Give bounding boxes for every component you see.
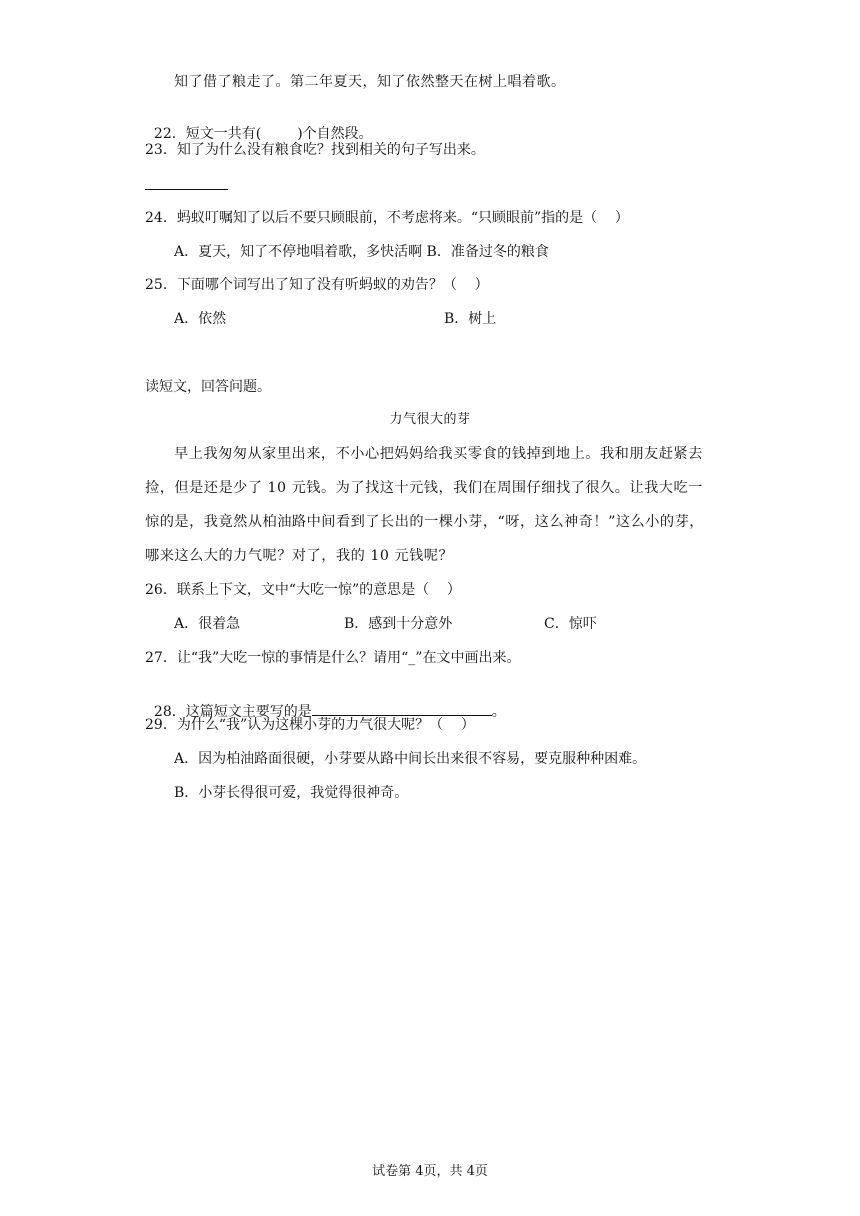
q23-answer-line[interactable] bbox=[145, 189, 228, 190]
passage2-title: 力气很大的芽 bbox=[389, 412, 471, 427]
section2-instruction: 读短文，回答问题。 bbox=[145, 379, 271, 395]
q25-option-b[interactable]: B．树上 bbox=[444, 311, 497, 327]
q26-option-a[interactable]: A．很着急 bbox=[174, 616, 241, 632]
q29-option-b[interactable]: B．小芽长得很可爱，我觉得很神奇。 bbox=[174, 785, 409, 801]
q22-suffix: )个自然段。 bbox=[297, 126, 373, 142]
page-footer: 试卷第 4页，共 4页 bbox=[372, 1164, 488, 1179]
passage1-tail: 知了借了粮走了。第二年夏天，知了依然整天在树上唱着歌。 bbox=[174, 74, 566, 90]
question-23: 23．知了为什么没有粮食吃？找到相关的句子写出来。 bbox=[145, 142, 485, 158]
q22-prefix: 22．短文一共有( bbox=[153, 126, 262, 142]
passage2-line-3: 惊的是，我竟然从柏油路中间看到了长出的一棵小芽，“呀，这么神奇！”这么小的芽， bbox=[145, 514, 704, 530]
question-27: 27．让“我”大吃一惊的事情是什么？请用“_”在文中画出来。 bbox=[145, 650, 521, 666]
passage2-line-1: 早上我匆匆从家里出来，不小心把妈妈给我买零食的钱掉到地上。我和朋友赶紧去 bbox=[174, 446, 703, 462]
passage2-line-2: 捡，但是还是少了 10 元钱。为了找这十元钱，我们在周围仔细找了很久。让我大吃一 bbox=[145, 480, 703, 496]
q28-answer-blank[interactable] bbox=[312, 701, 492, 716]
passage2-line-4: 哪来这么大的力气呢？对了，我的 10 元钱呢？ bbox=[145, 548, 454, 564]
question-26: 26．联系上下文，文中“大吃一惊”的意思是（ ） bbox=[145, 582, 461, 598]
q26-option-c[interactable]: C．惊吓 bbox=[544, 616, 597, 632]
q25-option-a[interactable]: A．依然 bbox=[174, 311, 227, 327]
q24-options[interactable]: A．夏天，知了不停地唱着歌，多快活啊 B．准备过冬的粮食 bbox=[174, 244, 549, 260]
q28-suffix: 。 bbox=[491, 704, 506, 720]
q26-option-b[interactable]: B．感到十分意外 bbox=[344, 616, 453, 632]
question-25: 25．下面哪个词写出了知了没有听蚂蚁的劝告？（ ） bbox=[145, 277, 489, 293]
q29-option-a[interactable]: A．因为柏油路面很硬，小芽要从路中间长出来很不容易，要克服种种困难。 bbox=[174, 751, 647, 767]
question-24: 24．蚂蚁叮嘱知了以后不要只顾眼前，不考虑将来。“只顾眼前”指的是（ ） bbox=[145, 210, 629, 226]
question-22 bbox=[145, 107, 373, 143]
question-29: 29．为什么“我”认为这棵小芽的力气很大呢？（ ） bbox=[145, 717, 475, 733]
q28-prefix: 28．这篇短文主要写的是 bbox=[153, 704, 312, 720]
